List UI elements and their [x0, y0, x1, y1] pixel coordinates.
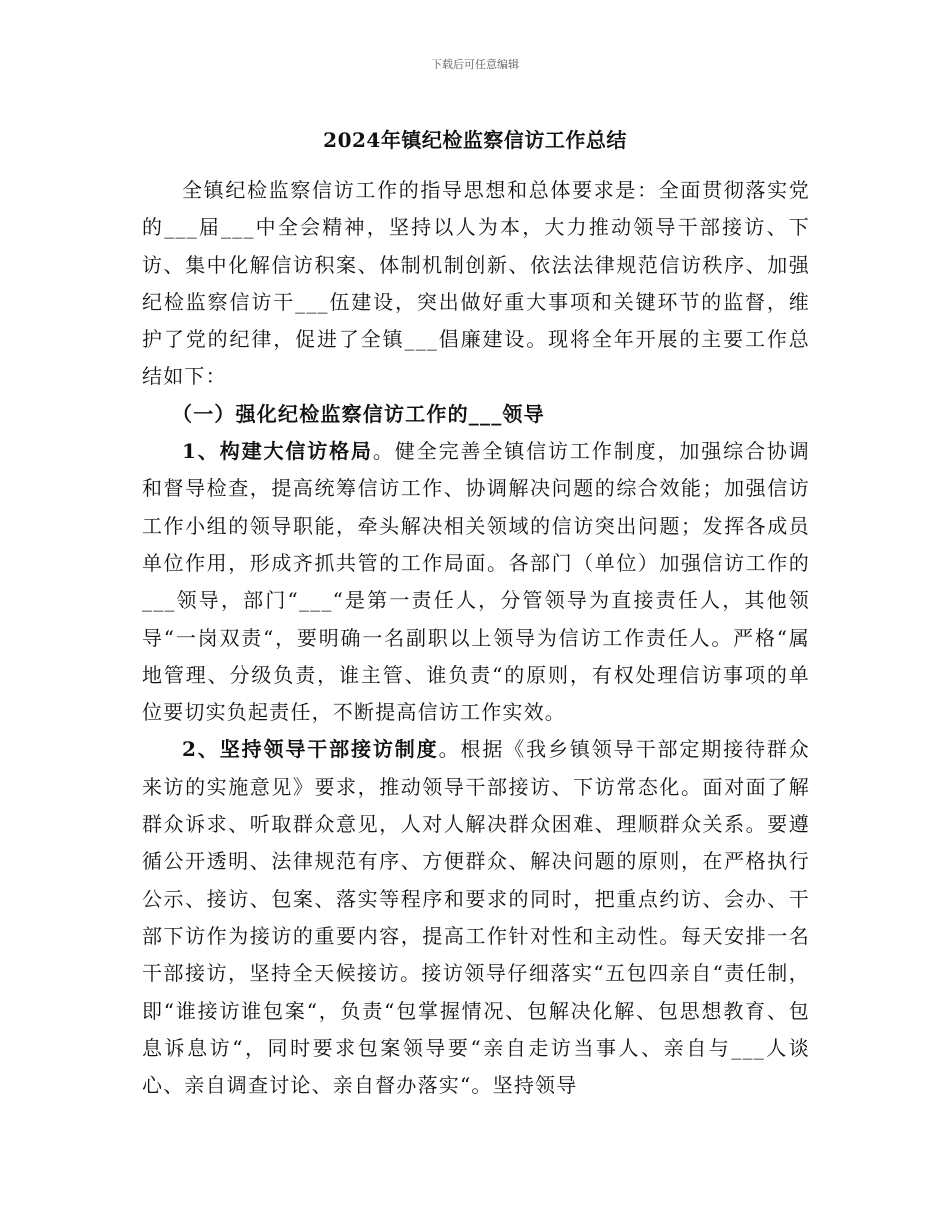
item-2-heading: 2、坚持领导干部接访制度 [182, 737, 439, 762]
item-1-heading: 1、构建大信访格局 [182, 439, 373, 464]
item-1-paragraph [142, 433, 810, 731]
section-heading-1: （一）强化纪检监察信访工作的___领导 [172, 401, 545, 426]
header-note: 下载后可任意编辑 [431, 58, 519, 71]
item-1-body: 。健全完善全镇信访工作制度，加强综合协调和督导检查，提高统筹信访工作、协调解决问题的综合效能；加强信访工作小组的领导职能，牵头解决相关领域的信访突出问题；发挥各成员单位作用，形成齐抓共管的工作局面。各部门（单位）加强信访工作的___领导，部门“___“是第一责任人，分管领导为直接责任人，其他领导“一岗双责“，要明确一名副职以上领导为信访工作责任人。严格“属地管理、分级负责，谁主管、谁负责“的原则，有权处理信访事项的单位要切实负起责任，不断提高信访工作实效。 [142, 439, 811, 725]
intro-paragraph: 全镇纪检监察信访工作的指导思想和总体要求是：全面贯彻落实党的___届___中全会精神，坚持以人为本，大力推动领导干部接访、下访、集中化解信访积案、体制机制创新、依法法律规范信访秩序、加强纪检监察信访干___伍建设，突出做好重大事项和关键环节的监督，维护了党的纪律，促进了全镇___倡廉建设。现将全年开展的主要工作总结如下： [142, 178, 810, 389]
document-body [142, 172, 810, 1104]
item-2-body: 。根据《我乡镇领导干部定期接待群众来访的实施意见》要求，推动领导干部接访、下访常态化。面对面了解群众诉求、听取群众意见，人对人解决群众困难、理顺群众关系。要遵循公开透明、法律规范有序、方便群众、解决问题的原则，在严格执行公示、接访、包案、落实等程序和要求的同时，把重点约访、会办、干部下访作为接访的重要内容，提高工作针对性和主动性。每天安排一名干部接访，坚持全天候接访。接访领导仔细落实“五包四亲自“责任制，即“谁接访谁包案“，负责“包掌握情况、包解决化解、包思想教育、包息诉息访“，同时要求包案领导要“亲自走访当事人、亲自与___人谈心、亲自调查讨论、亲自督办落实“。坚持领导 [142, 737, 810, 1098]
page-title: 2024年镇纪检监察信访工作总结 [323, 128, 627, 152]
item-2-paragraph [142, 731, 810, 1104]
